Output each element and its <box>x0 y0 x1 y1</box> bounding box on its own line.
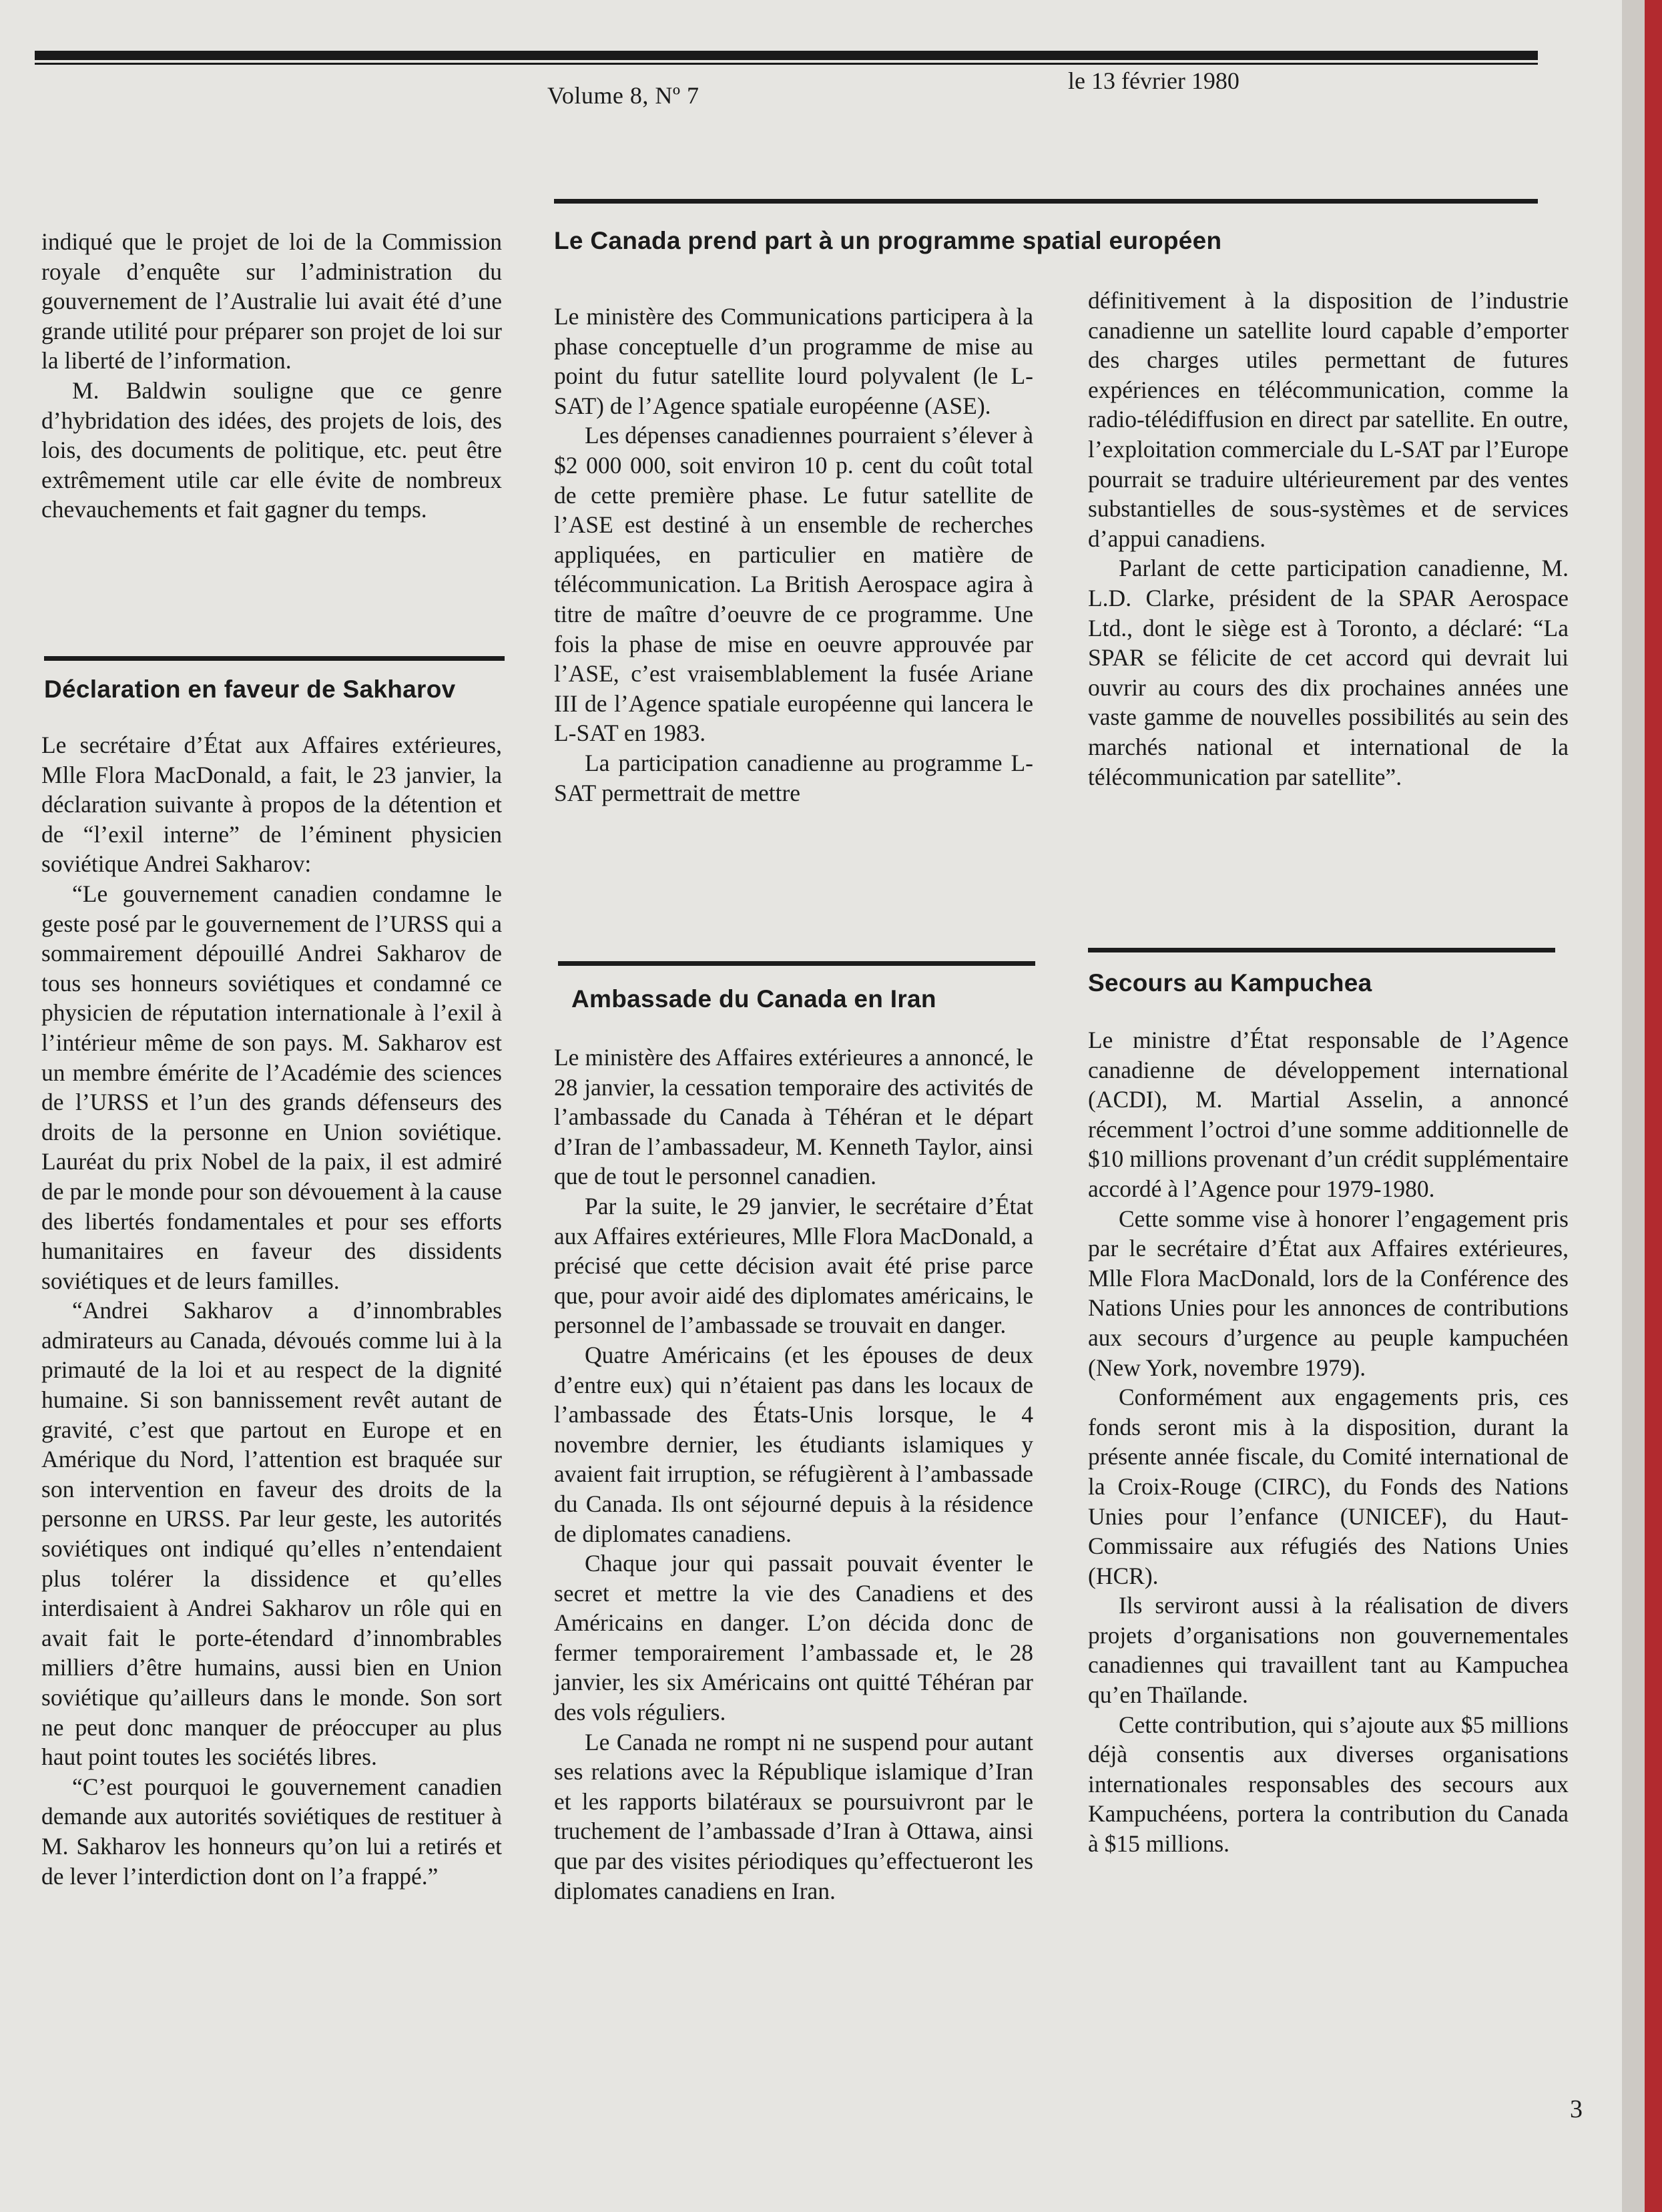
paragraph: Par la suite, le 29 janvier, le secrétaire d’État aux Affaires extérieures, Mlle Flora MacDonald, a précisé que cette décision avait été prise parce que, pour avoir aidé des diplomates américains, le personnel de l’ambassade se trouvait en danger. <box>554 1192 1033 1339</box>
column-1-intro <box>41 227 502 525</box>
page-number: 3 <box>1570 2095 1583 2123</box>
heading-space: Le Canada prend part à un programme spatial européen <box>554 227 1222 254</box>
article-space-col3 <box>1088 286 1569 792</box>
binding-edge <box>1622 0 1662 2212</box>
paragraph: “C’est pourquoi le gouvernement canadien demande aux autorités soviétiques de restituer à M. Sakharov les honneurs qu’on lui a retirés et de lever l’interdiction dont on l’a frappé.” <box>41 1773 502 1890</box>
paragraph: Le Canada ne rompt ni ne suspend pour autant ses relations avec la République islamique d’Iran et les rapports bilatéraux se poursuivront par le truchement de l’ambassade d’Iran à Ottawa, ainsi que par des visites périodiques qu’effectueront les diplomates canadiens en Iran. <box>554 1728 1033 1904</box>
paragraph: Ils serviront aussi à la réalisation de divers projets d’organisations non gouvernementales canadiennes qui travaillent tant au Kampuchea qu’en Thaïlande. <box>1088 1592 1569 1709</box>
issue-date: le 13 février 1980 <box>1068 67 1239 94</box>
paragraph: Le ministère des Affaires extérieures a annoncé, le 28 janvier, la cessation temporaire des activités de l’ambassade du Canada à Téhéran et le départ d’Iran de l’ambassadeur, M. Kenneth Taylor, ainsi que de tout le personnel canadien. <box>554 1044 1033 1190</box>
paragraph: Le ministère des Communications participera à la phase conceptuelle d’un programme de mise au point du futur satellite lourd polyvalent (le L-SAT) de l’Agence spatiale européenne (ASE). <box>554 303 1033 419</box>
section-rule <box>558 961 1035 966</box>
paragraph: Conformément aux engagements pris, ces fonds seront mis à la disposition, durant la présente année fiscale, du Comité international de la Croix-Rouge (CIRC), du Fonds des Nations Unies pour l’enfance (UNICEF), du Haut-Commissaire aux réfugiés des Nations Unies (HCR). <box>1088 1384 1569 1589</box>
paragraph: La participation canadienne au programme L-SAT permettrait de mettre <box>554 749 1033 806</box>
paragraph: définitivement à la disposition de l’industrie canadienne un satellite lourd capable d’emporter des charges utiles permettant de futures expériences en télécommunication, comme la radio-télédiffusion en direct par satellite. En outre, l’exploitation commerciale du L-SAT par l’Europe pourrait se traduire ultérieurement par des ventes substantielles de sous-systèmes et de services d’appui canadiens. <box>1088 287 1569 552</box>
paragraph: M. Baldwin souligne que ce genre d’hybridation des idées, des projets de lois, des lois, des documents de politique, etc. peut être extrêmement utile car elle évite de nombreux chevauchements et fait gagner du temps. <box>41 376 502 523</box>
paragraph: “Le gouvernement canadien condamne le geste posé par le gouvernement de l’URSS qui a sommairement dépouillé Andrei Sakharov de tous ses honneurs soviétiques et condamné ce physicien de réputation internationale à l’exil à l’intérieur même de son pays. M. Sakharov est un membre émérite de l’Académie des sciences de l’URSS et l’un des grands défenseurs des droits de la personne en Union soviétique. Lauréat du prix Nobel de la paix, il est admiré de par le monde pour son dévouement à la cause des libertés fondamentales et pour ses efforts humanitaires en faveur des dissidents soviétiques et de leurs familles. <box>41 880 502 1294</box>
top-rule-thin <box>35 63 1538 65</box>
article-iran <box>554 1043 1033 1906</box>
paragraph: “Andrei Sakharov a d’innombrables admirateurs au Canada, dévoués comme lui à la primauté de la loi et au respect de la dignité humaine. Si son bannissement revêt autant de gravité, c’est que partout en Europe et en Amérique du Nord, l’attention est braquée sur son intervention en faveur des droits de la personne en URSS. Par leur geste, les autorités soviétiques ont indiqué qu’elles n’entendaient plus tolérer la dissidence et qu’elles interdisaient à Andrei Sakharov un rôle qui en avait fait le porte-étendard d’innombrables milliers d’être humains, aussi bien en Union soviétique qu’ailleurs dans le monde. Son sort ne peut donc manquer de préoccuper au plus haut point toutes les sociétés libres. <box>41 1297 502 1771</box>
article-kampuchea <box>1088 1025 1569 1859</box>
paragraph: Les dépenses canadiennes pourraient s’élever à $2 000 000, soit environ 10 p. cent du coût total de cette première phase. Le futur satellite de l’ASE est destiné à un ensemble de recherches appliquées, en particulier en matière de télécommunication. La British Aerospace agira à titre de maître d’oeuvre de ce programme. Une fois la phase de mise en oeuvre approuvée par l’ASE, c’est vraisemblablement la fusée Ariane III de l’Agence spatiale européenne qui lancera le L-SAT en 1983. <box>554 422 1033 747</box>
section-rule <box>1088 948 1555 952</box>
heading-kampuchea: Secours au Kampuchea <box>1088 969 1372 997</box>
article-sakharov <box>41 730 502 1891</box>
section-rule <box>44 656 505 661</box>
top-rule <box>35 51 1538 60</box>
paragraph: Cette contribution, qui s’ajoute aux $5 millions déjà consentis aux diverses organisations internationales responsables des secours aux Kampuchéens, portera la contribution du Canada à $15 millions. <box>1088 1711 1569 1858</box>
paragraph: Le secrétaire d’État aux Affaires extérieures, Mlle Flora MacDonald, a fait, le 23 janvier, la déclaration suivante à propos de la détention et de “l’exil interne” de l’éminent physicien soviétique Andrei Sakharov: <box>41 732 502 878</box>
paragraph: Chaque jour qui passait pouvait éventer le secret et mettre la vie des Canadiens et des Américains en danger. L’on décida donc de fermer temporairement l’ambassade et, le 28 janvier, les six Américains ont quitté Téhéran par des vols réguliers. <box>554 1550 1033 1726</box>
paragraph: Parlant de cette participation canadienne, M. L.D. Clarke, président de la SPAR Aerospace Ltd., dont le siège est à Toronto, a déclaré: “La SPAR se félicite de cet accord qui devrait lui ouvrir au cours des dix prochaines années une vaste gamme de nouvelles possibilités au sein des marchés national et international de la télécommunication par satellite”. <box>1088 555 1569 790</box>
paragraph: Le ministre d’État responsable de l’Agence canadienne de développement international (ACDI), M. Martial Asselin, a annoncé récemment l’octroi d’une somme additionnelle de $10 millions provenant d’un crédit supplémentaire accordé à l’Agence pour 1979-1980. <box>1088 1027 1569 1202</box>
article-space-col2 <box>554 302 1033 808</box>
paragraph: indiqué que le projet de loi de la Commission royale d’enquête sur l’administration du gouvernement de l’Australie lui avait été d’une grande utilité pour préparer son projet de loi sur la liberté de l’information. <box>41 228 502 374</box>
paragraph: Cette somme vise à honorer l’engagement pris par le secrétaire d’État aux Affaires extérieures, Mlle Flora MacDonald, lors de la Conférence des Nations Unies pour les annonces de contributions aux secours d’urgence au peuple kampuchéen (New York, novembre 1979). <box>1088 1205 1569 1381</box>
heading-sakharov: Déclaration en faveur de Sakharov <box>44 675 456 703</box>
heading-iran: Ambassade du Canada en Iran <box>571 985 936 1013</box>
section-rule <box>554 199 1538 204</box>
issue-volume: Volume 8, Nº 7 <box>547 82 700 109</box>
paragraph: Quatre Américains (et les épouses de deux d’entre eux) qui n’étaient pas dans les locaux de l’ambassade des États-Unis lorsque, le 4 novembre dernier, les étudiants islamiques y avaient fait irruption, se réfugièrent à l’ambassade du Canada. Ils ont séjourné depuis à la résidence de diplomates canadiens. <box>554 1341 1033 1547</box>
